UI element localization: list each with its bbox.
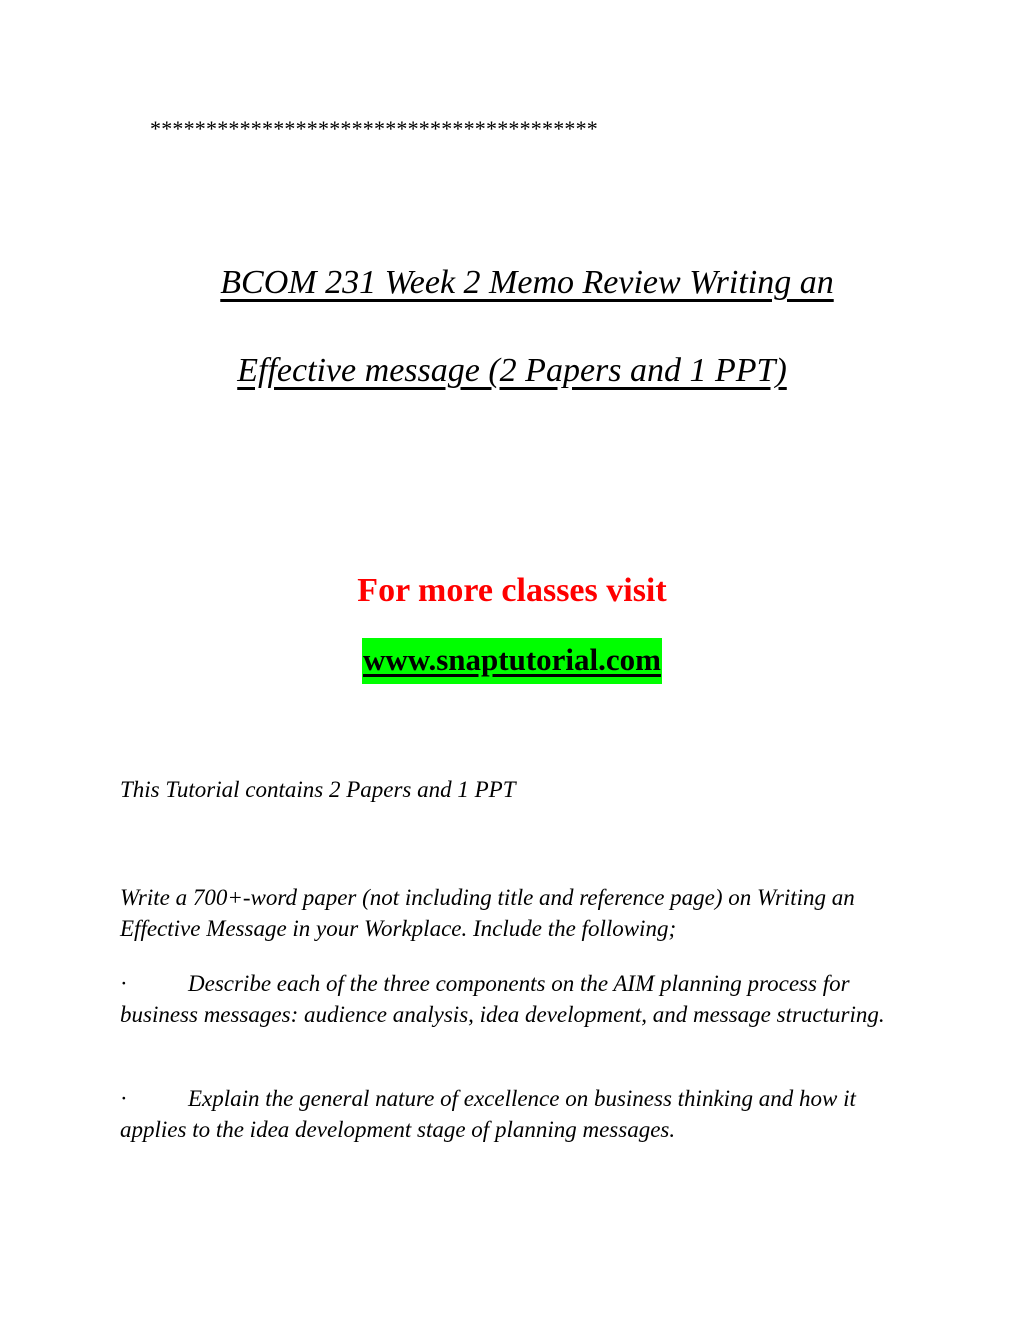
snaptutorial-link[interactable]: www.snaptutorial.com	[362, 638, 662, 684]
visit-heading: For more classes visit	[357, 572, 667, 609]
tutorial-contents-text: This Tutorial contains 2 Papers and 1 PPT	[120, 777, 516, 802]
document-title-line-1: BCOM 231 Week 2 Memo Review Writing an	[220, 264, 834, 301]
bullet-text: Explain the general nature of excellence on business thinking and how it applies to the idea development stage of planning messages.	[120, 1086, 856, 1142]
bullet-marker: ·	[120, 971, 128, 996]
asterisk-divider: ****************************************	[150, 116, 598, 141]
bullet-item	[120, 968, 920, 1030]
document-title-line-2: Effective message (2 Papers and 1 PPT)	[237, 352, 787, 389]
bullet-marker: ·	[120, 1086, 128, 1111]
bullet-item	[120, 1083, 920, 1145]
link-container	[0, 638, 1024, 684]
assignment-paragraph: Write a 700+-word paper (not including title and reference page) on Writing an Effective Message in your Workplace. Include the following;	[120, 885, 855, 941]
bullet-text: Describe each of the three components on the AIM planning process for business messages: audience analysis, idea development, and message structuring.	[120, 971, 885, 1027]
